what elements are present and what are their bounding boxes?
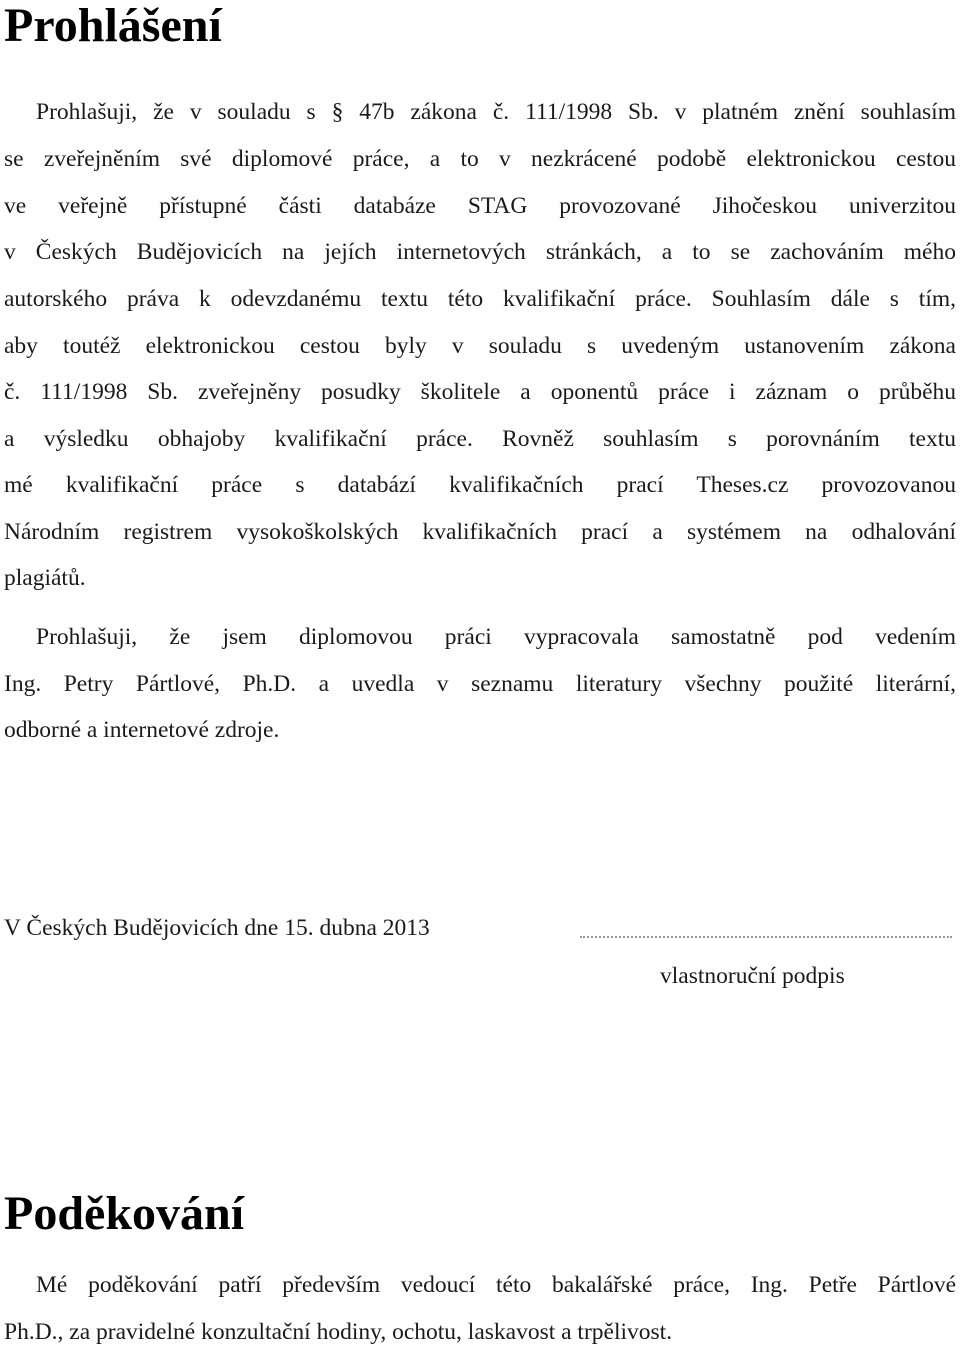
declaration-text-line: Ing. Petry Pártlové, Ph.D. a uvedla v seznamu literatury všechny použité literární, xyxy=(4,671,956,697)
declaration-text-line: odborné a internetové zdroje. xyxy=(4,717,280,743)
declaration-text-line: plagiátů. xyxy=(4,565,86,591)
declaration-text-line: ve veřejně přístupné části databáze STAG provozované Jihočeskou univerzitou xyxy=(4,193,956,219)
declaration-text-line: autorského práva k odevzdanému textu této kvalifikační práce. Souhlasím dále s tím, xyxy=(4,286,956,312)
declaration-text-line: a výsledku obhajoby kvalifikační práce. Rovněž souhlasím s porovnáním textu xyxy=(4,426,956,452)
declaration-text-line: mé kvalifikační práce s databází kvalifikačních prací Theses.cz provozovanou xyxy=(4,472,956,498)
place-and-date: V Českých Budějovicích dne 15. dubna 2013 xyxy=(4,915,430,941)
signature-caption: vlastnoruční podpis xyxy=(660,963,845,989)
acknowledgement-heading: Poděkování xyxy=(4,1187,245,1240)
declaration-text-line: Národním registrem vysokoškolských kvalifikačních prací a systémem na odhalování xyxy=(4,519,956,545)
declaration-text-line: Prohlašuji, že jsem diplomovou práci vypracovala samostatně pod vedením xyxy=(36,624,956,650)
declaration-text-line: se zveřejněním své diplomové práce, a to v nezkrácené podobě elektronickou cestou xyxy=(4,146,956,172)
declaration-text-line: Prohlašuji, že v souladu s § 47b zákona č. 111/1998 Sb. v platném znění souhlasím xyxy=(36,99,956,125)
declaration-text-line: v Českých Budějovicích na jejích internetových stránkách, a to se zachováním mého xyxy=(4,239,956,265)
declaration-text-line: č. 111/1998 Sb. zveřejněny posudky školitele a oponentů práce i záznam o průběhu xyxy=(4,379,956,405)
acknowledgement-text-line: Mé poděkování patří především vedoucí této bakalářské práce, Ing. Petře Pártlové xyxy=(36,1272,956,1298)
declaration-heading: Prohlášení xyxy=(4,0,222,52)
signature-dotted-line xyxy=(580,930,952,938)
acknowledgement-text-line: Ph.D., za pravidelné konzultační hodiny, ochotu, laskavost a trpělivost. xyxy=(4,1319,673,1345)
declaration-text-line: aby toutéž elektronickou cestou byly v souladu s uvedeným ustanovením zákona xyxy=(4,333,956,359)
